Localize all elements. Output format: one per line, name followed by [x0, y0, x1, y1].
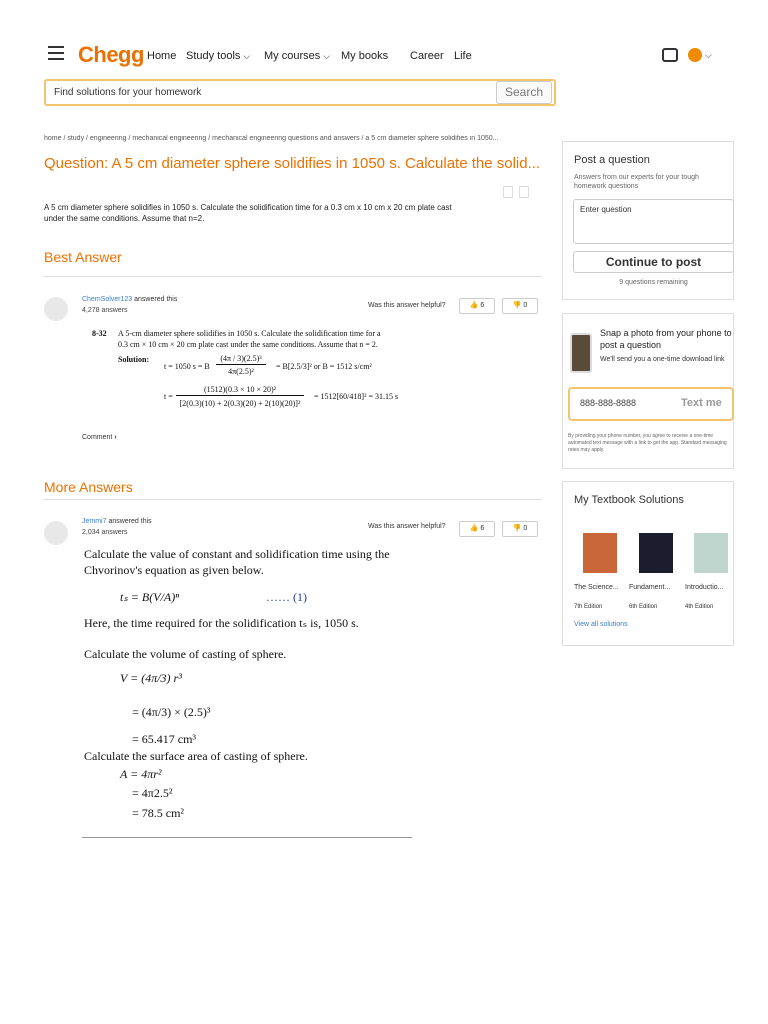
- area-equation: A = 4πr²: [120, 767, 162, 781]
- answerer-link[interactable]: Jemmi7: [82, 518, 107, 525]
- nav-career[interactable]: Career: [410, 50, 444, 62]
- downvote-button[interactable]: 👎 0: [502, 298, 538, 314]
- area-result: = 78.5 cm²: [132, 806, 185, 820]
- downvote-button[interactable]: 👎 0: [502, 521, 538, 537]
- answer-text: Calculate the surface area of casting of sphere.: [84, 749, 308, 763]
- answer-text: Calculate the volume of casting of sphere.: [84, 647, 287, 661]
- equation-reference: …… (1): [266, 590, 307, 604]
- avatar: [688, 48, 702, 62]
- chevron-down-icon: ⌵: [705, 49, 712, 60]
- thumbs-down-icon: 👎: [512, 525, 522, 532]
- equation-1-numerator: (4π / 3)(2.5)³: [216, 353, 266, 365]
- text-me-button[interactable]: Text me: [681, 397, 722, 409]
- thumbs-up-icon: 👍: [469, 525, 479, 532]
- account-menu[interactable]: [688, 48, 712, 62]
- book-edition: 7th Edition: [574, 604, 603, 610]
- chegg-logo[interactable]: Chegg: [78, 42, 144, 67]
- menu-icon[interactable]: [48, 46, 64, 64]
- book-title[interactable]: The Science...: [574, 584, 619, 591]
- answer-text: Calculate the value of constant and solidification time using the: [84, 547, 390, 561]
- chevron-down-icon: ⌵: [243, 51, 251, 61]
- answer-text: Here, the time required for the solidification tₛ is, 1050 s.: [84, 616, 359, 630]
- upvote-button[interactable]: 👍 6: [459, 298, 495, 314]
- equation-2-numerator: (1512)(0.3 × 10 × 20)²: [176, 384, 304, 396]
- book-title[interactable]: Introductio...: [685, 584, 724, 591]
- user-avatar: [44, 521, 68, 545]
- divider: [44, 499, 542, 500]
- bookmark-icon[interactable]: [503, 186, 513, 198]
- snap-subtitle: We'll send you a one-time download link: [600, 356, 725, 363]
- book-cover[interactable]: [694, 533, 728, 573]
- divider: [44, 276, 542, 277]
- nav-study-tools[interactable]: Study tools ⌵: [186, 50, 251, 62]
- answerer-name: Jemmi7 answered this: [82, 518, 152, 525]
- divider: [82, 837, 412, 838]
- best-answer-heading: Best Answer: [44, 249, 122, 265]
- solution-text: A 5-cm diameter sphere solidifies in 1050 s. Calculate the solidification time for a: [118, 329, 381, 338]
- chvorinov-equation: tₛ = B(V/A)ⁿ: [120, 590, 180, 604]
- equation-2t: t =: [164, 392, 173, 401]
- thumbs-up-icon: 👍: [469, 302, 479, 309]
- thumbs-down-icon: 👎: [512, 302, 522, 309]
- book-cover[interactable]: [639, 533, 673, 573]
- notebook-icon[interactable]: [662, 48, 678, 62]
- book-title[interactable]: Fundament...: [629, 584, 671, 591]
- helpful-label: Was this answer helpful?: [368, 523, 446, 530]
- nav-home[interactable]: Home: [147, 50, 177, 62]
- share-icon[interactable]: [519, 186, 529, 198]
- solution-text: 0.3 cm × 10 cm × 20 cm plate cast under the same conditions. Assume that n = 2.: [118, 340, 378, 349]
- breadcrumb[interactable]: home / study / engineering / mechanical engineering / mechanical engineering questions and answers / a 5 cm diameter sphere solidifies in 1050...: [44, 135, 499, 142]
- search-button[interactable]: Search: [496, 81, 552, 104]
- legal-text: By providing your phone number, you agree to receive a one-time automated text message with a link to get the app. Standard messaging rates may apply.: [568, 433, 727, 453]
- volume-result: = 65.417 cm³: [132, 732, 197, 746]
- continue-to-post-button[interactable]: Continue to post: [573, 251, 734, 273]
- equation-2-denominator: [2(0.3)(10) + 2(0.3)(20) + 2(10)(20)]²: [179, 399, 301, 408]
- book-edition: 6th Edition: [629, 604, 658, 610]
- phone-icon: [570, 333, 592, 373]
- answer-count: 4,278 answers: [82, 307, 128, 314]
- nav-my-books[interactable]: My books: [341, 50, 389, 62]
- equation-1-denominator: 4π(2.5)²: [228, 367, 254, 376]
- more-answers-heading: More Answers: [44, 479, 133, 495]
- post-question-subtitle: Answers from our experts for your tough homework questions: [574, 174, 699, 190]
- search-placeholder: Find solutions for your homework: [54, 87, 202, 98]
- answer-count: 2,034 answers: [82, 529, 128, 536]
- answerer-link[interactable]: ChemSolver123: [82, 296, 133, 303]
- book-edition: 4th Edition: [685, 604, 714, 610]
- volume-equation: V = (4π/3) r³: [120, 671, 182, 685]
- solution-label: Solution:: [118, 355, 150, 364]
- book-cover[interactable]: [583, 533, 617, 573]
- questions-remaining: 9 questions remaining: [619, 279, 688, 286]
- view-all-solutions-link[interactable]: View all solutions: [574, 621, 628, 628]
- helpful-label: Was this answer helpful?: [368, 302, 446, 309]
- equation-1b: = B[2.5/3]² or B = 1512 s/cm²: [276, 362, 372, 371]
- question-body: A 5 cm diameter sphere solidifies in 1050 s. Calculate the solidification time for a 0.3 cm x 10 cm x 20 cm plate cast under the same conditions. Assume that n=2.: [44, 203, 452, 223]
- comment-link[interactable]: Comment ›: [82, 434, 117, 441]
- user-avatar: [44, 297, 68, 321]
- upvote-button[interactable]: 👍 6: [459, 521, 495, 537]
- chevron-down-icon: ⌵: [323, 51, 331, 61]
- post-question-title: Post a question: [574, 154, 650, 166]
- area-step: = 4π2.5²: [132, 786, 173, 800]
- equation-2b: = 1512[60/418]² = 31.15 s: [314, 392, 399, 401]
- question-input-placeholder: Enter question: [580, 205, 632, 214]
- phone-placeholder: 888-888-8888: [580, 398, 637, 408]
- snap-title: Snap a photo from your phone to post a question: [600, 328, 732, 350]
- solution-number: 8-32: [92, 329, 107, 338]
- answerer-name: ChemSolver123 answered this: [82, 296, 178, 303]
- textbook-solutions-title: My Textbook Solutions: [574, 494, 684, 506]
- answer-text: Chvorinov's equation as given below.: [84, 563, 264, 577]
- volume-step: = (4π/3) × (2.5)³: [132, 705, 211, 719]
- nav-my-courses[interactable]: My courses ⌵: [264, 50, 331, 62]
- nav-life[interactable]: Life: [454, 50, 472, 62]
- chevron-right-icon: ›: [114, 434, 117, 441]
- question-title: Question: A 5 cm diameter sphere solidifies in 1050 s. Calculate the solid...: [44, 155, 541, 172]
- equation-1a: t = 1050 s = B: [164, 362, 210, 371]
